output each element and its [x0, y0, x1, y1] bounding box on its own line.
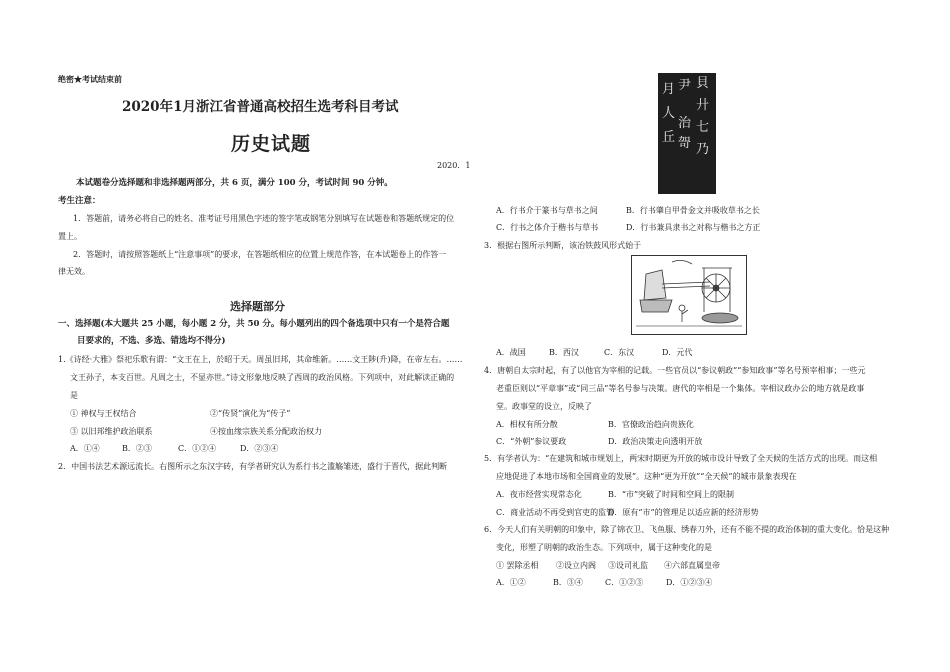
q3-option-b: B．西汉	[549, 348, 579, 357]
q1-option-c: C．①②④	[178, 444, 217, 453]
brick-glyph: 乃	[696, 142, 710, 157]
q2-option-c: C．行书之体介于楷书与草书	[496, 223, 599, 232]
q4-option-c: C．“外朝”参议要政	[496, 437, 567, 446]
q5-option-b: B．“市”突破了时间和空间上的限制	[608, 490, 735, 499]
q3-option-c: C．东汉	[604, 348, 635, 357]
q6-line-2: 变化，形塑了明朝的政治生态。下列项中，属于这种变化的是	[496, 543, 712, 552]
brick-rubbing-image	[658, 73, 716, 194]
q1-option-b: B．②③	[122, 444, 152, 453]
q4-line-1: 4．唐朝自太宗时起，有了以他官为宰相的记载。一些官员以“参议朝政”“参知政事”等名号预宰相事；一些元	[484, 366, 866, 375]
q6-item-1: ① 罢除丞相	[496, 561, 539, 570]
exam-title: 2020年1月浙江省普通高校招生选考科目考试	[122, 99, 399, 115]
q4-line-3: 堂。政事堂的设立，反映了	[496, 402, 592, 411]
q3-line-1: 3．根据右图所示判断，该冶铁鼓风形式始于	[484, 241, 642, 250]
q2-option-a: A．行书介于篆书与草书之间	[496, 206, 598, 215]
brick-glyph: 哿	[678, 136, 692, 151]
brick-glyph: 人	[662, 106, 676, 121]
q2-option-b: B．行书肇自甲骨金文并吸收草书之长	[626, 206, 760, 215]
q1-item-2: ②“传贤”演化为“传子”	[210, 409, 291, 418]
exam-summary: 本试题卷分选择题和非选择题两部分，共 6 页，满分 100 分，考试时间 90 分钟。	[76, 178, 393, 188]
secret-label: 绝密★考试结束前	[58, 74, 122, 84]
q4-option-a: A．相权有所分散	[496, 420, 558, 429]
q5-option-d: D．原有“市”的管理足以适应新的经济形势	[608, 508, 759, 517]
q6-option-a: A．①②	[496, 578, 526, 587]
q6-item-2: ②设立内阁	[556, 561, 596, 570]
q1-item-1: ① 神权与王权结合	[70, 409, 137, 418]
q4-line-2: 老重臣则以“平章事”或“同三品”等名号参与决策。唐代的宰相是一个集体。宰相议政办公的地方就是政事	[496, 384, 865, 393]
q1-line-3: 是	[70, 391, 78, 400]
notice-1-line-1: 1．答题前，请务必将自己的姓名、准考证号用黑色字迹的签字笔或钢笔分别填写在试题卷和答题纸规定的位	[73, 214, 455, 223]
notice-2-line-1: 2．答题时，请按照答题纸上“注意事项”的要求，在答题纸相应的位置上规范作答，在本试题卷上的作答一	[73, 250, 447, 259]
q4-option-d: D．政治决策走向透明开放	[608, 437, 703, 446]
q5-line-2: 应地促进了本地市场和全国商业的发展”。这种“更为开放”“全天候”的城市景象表现在	[496, 472, 797, 481]
brick-glyph: 丘	[662, 130, 676, 145]
brick-glyph: 廾	[696, 98, 710, 113]
notice-heading: 考生注意：	[58, 196, 101, 206]
q1-line-1: 1.《诗经·大雅》祭祀乐歌有谓：“文王在上，於昭于天。周虽旧邦，其命维新。……文王陟(升)降，在帝左右。……	[58, 355, 463, 364]
brick-glyph: 尹	[678, 78, 692, 93]
brick-glyph: 貝	[696, 76, 710, 91]
q5-option-c: C．商业活动不再受到官吏的监管	[496, 508, 615, 517]
q1-option-d: D．②③④	[240, 444, 279, 453]
exam-date: 2020．1	[437, 161, 471, 170]
q5-line-1: 5．有学者认为：“在建筑和城市规划上，两宋时期更为开放的城市设计导致了全天候的生活方式的出现。而这相	[484, 454, 878, 463]
q6-option-d: D．①②③④	[666, 578, 713, 587]
q2-line-1: 2．中国书法艺术源远流长。右图所示之东汉字砖，有学者研究认为系行书之滥觞雏迹，盛行于晋代，据此判断	[58, 462, 448, 471]
q5-option-a: A．夜市经营实现常态化	[496, 490, 582, 499]
q1-item-4: ④按血缘宗族关系分配政治权力	[210, 427, 322, 436]
q6-item-3: ③设司礼监	[608, 561, 648, 570]
q2-option-d: D．行书兼具隶书之对称与楷书之方正	[626, 223, 761, 232]
section-instruction-1: 一、选择题(本大题共 25 小题，每小题 2 分，共 50 分。每小题列出的四个备选项中只有一个是符合题	[58, 319, 450, 329]
section-instruction-2: 目要求的，不选、多选、错选均不得分)	[77, 336, 226, 346]
q6-item-4: ④六部直属皇帝	[664, 561, 720, 570]
section-title: 选择题部分	[230, 300, 285, 313]
q4-option-b: B．官僚政治趋向贵族化	[608, 420, 694, 429]
notice-1-line-2: 置上。	[58, 232, 82, 241]
q3-option-d: D．元代	[662, 348, 693, 357]
notice-2-line-2: 律无效。	[58, 267, 90, 276]
brick-glyph: 月	[662, 82, 676, 97]
q1-item-3: ③ 以旧邦维护政治联系	[70, 427, 153, 436]
brick-glyph: 七	[696, 120, 710, 135]
q1-line-2: 文王孙子，本支百世。凡周之士，不显亦世。”诗文形象地反映了西周的政治风格。下列项中，对此解读正确的	[70, 373, 455, 382]
q1-option-a: A．①④	[70, 444, 100, 453]
q6-option-b: B．③④	[553, 578, 583, 587]
subject-title: 历史试题	[231, 133, 312, 155]
bellows-illustration	[631, 255, 747, 335]
q6-option-c: C．①②③	[605, 578, 644, 587]
q6-line-1: 6．今天人们有关明朝的印象中，除了锦衣卫、飞鱼服、绣春刀外，还有不能不提的政治体制的重大变化。恰是这种	[484, 525, 890, 534]
brick-glyph: 治	[678, 116, 692, 131]
q3-option-a: A．战国	[496, 348, 526, 357]
